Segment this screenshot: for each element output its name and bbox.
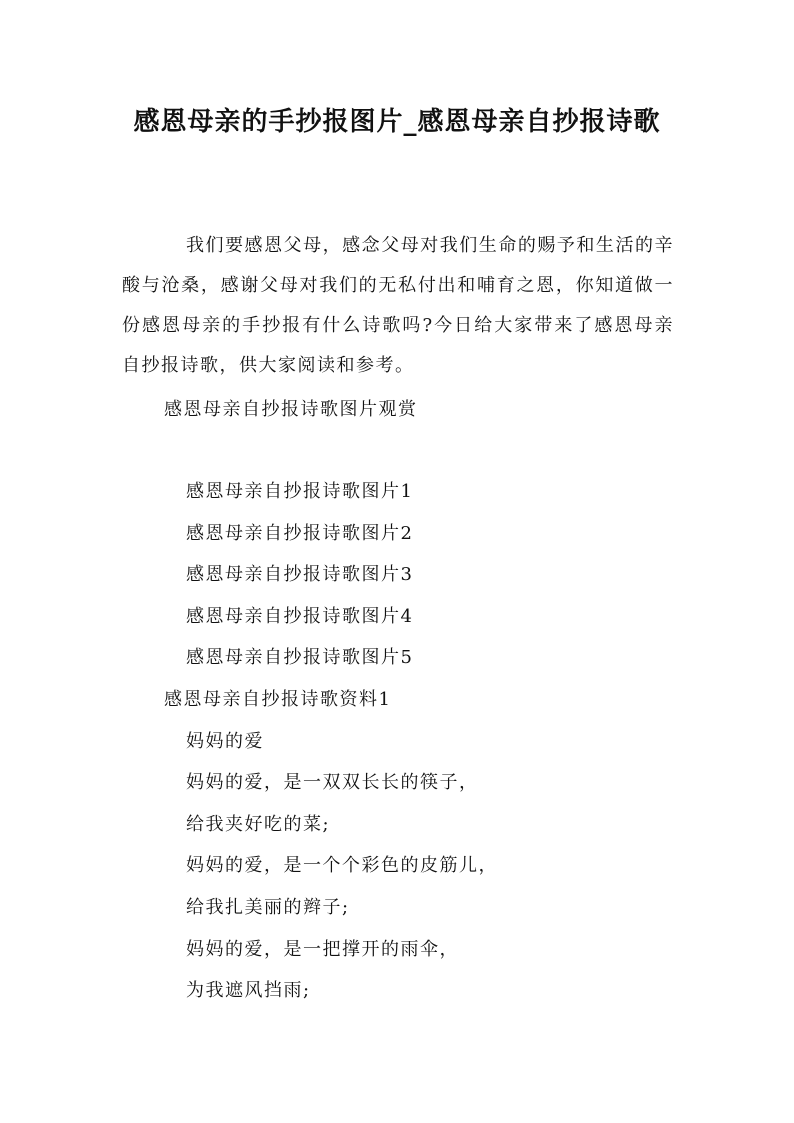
- poem-line: 妈妈的爱，是一把撑开的雨伞，: [186, 939, 459, 960]
- poem-line: 给我夹好吃的菜;: [186, 814, 331, 835]
- gallery-item: 感恩母亲自抄报诗歌图片2: [186, 523, 414, 544]
- gallery-item: 感恩母亲自抄报诗歌图片1: [186, 481, 414, 502]
- poem-line: 给我扎美丽的辫子;: [186, 897, 350, 918]
- intro-paragraph: 我们要感恩父母，感念父母对我们生命的赐予和生活的辛酸与沧桑，感谢父母对我们的无私付出和哺育之恩，你知道做一份感恩母亲的手抄报有什么诗歌吗?今日给大家带来了感恩母亲自抄报诗歌，供大家阅读和参考。: [122, 235, 674, 376]
- gallery-item: 感恩母亲自抄报诗歌图片4: [186, 606, 414, 627]
- section-heading: 感恩母亲自抄报诗歌资料1: [164, 689, 392, 710]
- poem-title: 妈妈的爱: [186, 731, 264, 752]
- gallery-heading: 感恩母亲自抄报诗歌图片观赏: [164, 399, 418, 420]
- gallery-item: 感恩母亲自抄报诗歌图片5: [186, 647, 414, 668]
- poem-line: 妈妈的爱，是一双双长长的筷子，: [186, 772, 479, 793]
- gallery-item: 感恩母亲自抄报诗歌图片3: [186, 564, 414, 585]
- poem-line: 妈妈的爱，是一个个彩色的皮筋儿，: [186, 855, 498, 876]
- document-title: 感恩母亲的手抄报图片_感恩母亲自抄报诗歌: [133, 107, 661, 137]
- poem-line: 为我遮风挡雨;: [186, 980, 311, 1001]
